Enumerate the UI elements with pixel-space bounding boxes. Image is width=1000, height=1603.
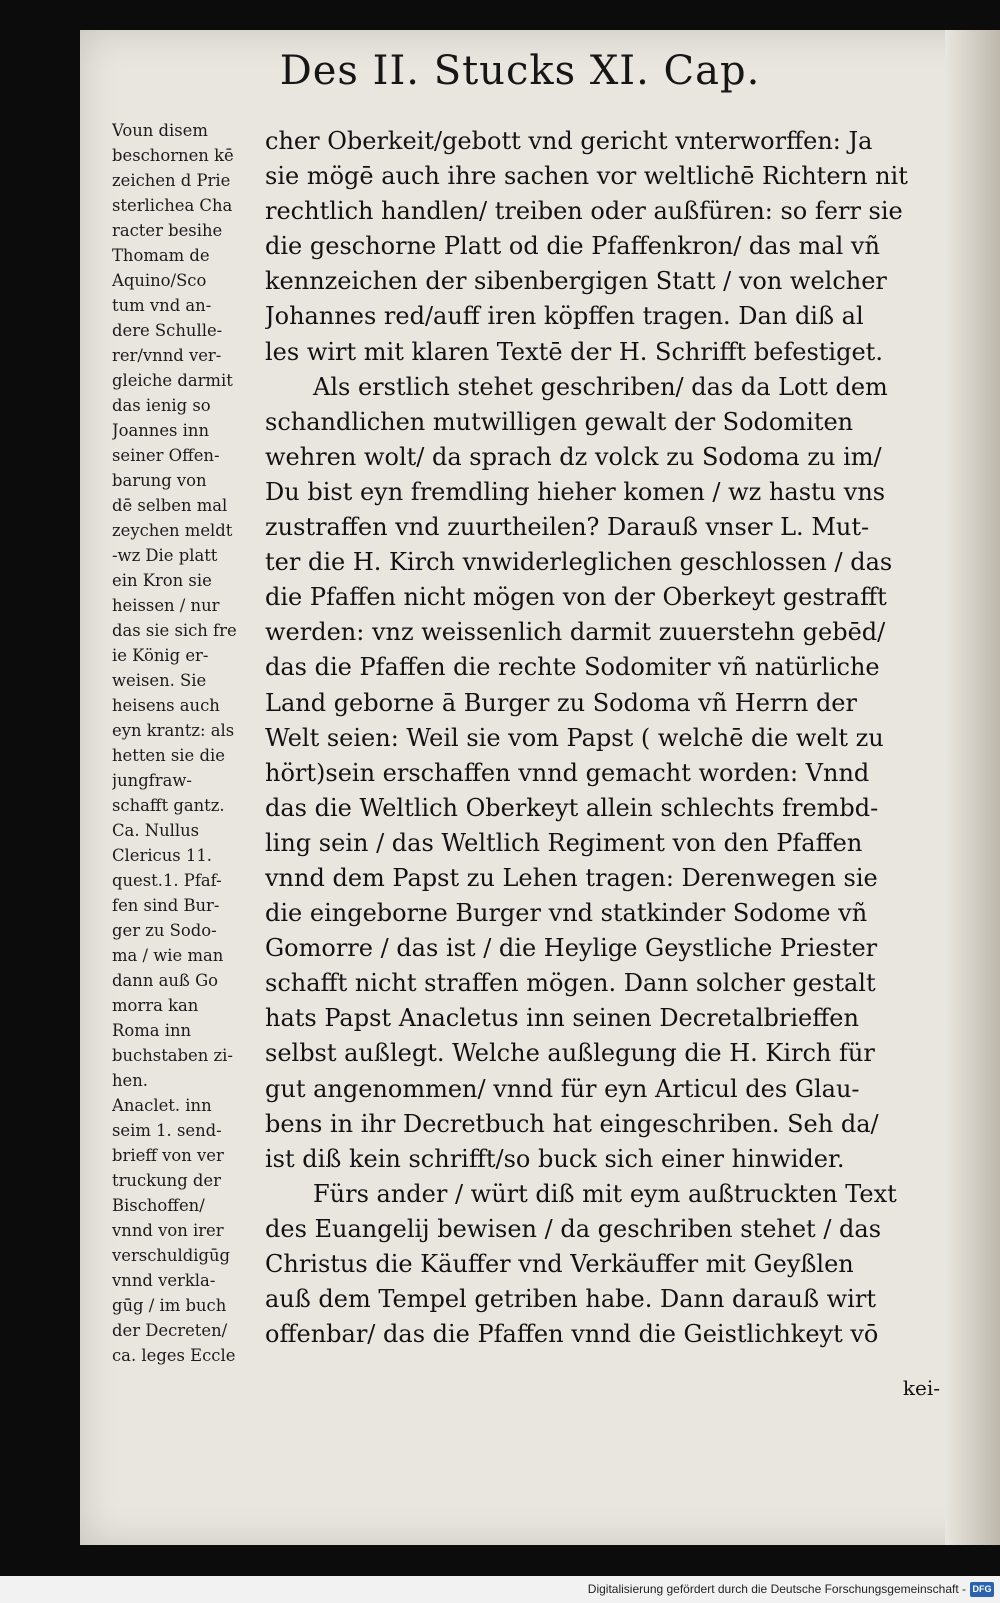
body-line: werden: vnz weissenlich darmit zuuerstehn gebēd/ — [265, 618, 886, 647]
body-line: das die Weltlich Oberkeyt allein schlechts frembd- — [265, 793, 879, 822]
margin-note-line: dē selben mal — [112, 496, 228, 515]
margin-note-line: zeichen d Prie — [112, 171, 231, 190]
margin-note-line: ger zu Sodo- — [112, 921, 217, 940]
dfg-logo: DFG — [970, 1582, 994, 1597]
margin-note-line: zeychen meldt — [112, 521, 233, 540]
margin-note-line: weisen. Sie — [112, 671, 207, 690]
margin-note-line: truckung der — [112, 1171, 221, 1190]
margin-note-line: -wz Die platt — [112, 546, 218, 565]
running-title: Des II. Stucks XI. Cap. — [279, 48, 761, 94]
margin-note-line: dere Schulle- — [112, 321, 223, 340]
funding-notice: Digitalisierung gefördert durch die Deutsche Forschungsgemeinschaft - — [587, 1582, 966, 1596]
body-line: die geschorne Platt od die Pfaffenkron/ das mal vñ — [265, 232, 880, 261]
margin-note-line: eyn krantz: als — [112, 721, 235, 740]
body-line: vnnd dem Papst zu Lehen tragen: Derenwegen sie — [265, 863, 878, 892]
margin-note-line: morra kan — [112, 996, 199, 1015]
body-line: die eingeborne Burger vnd statkinder Sodome vñ — [265, 899, 868, 928]
body-text — [265, 124, 945, 1352]
margin-note-line: Bischoffen/ — [112, 1196, 205, 1215]
margin-note-line: buchstaben zi- — [112, 1046, 233, 1065]
body-line: Welt seien: Weil sie vom Papst ( welchē die welt zu — [265, 723, 884, 752]
body-line: schafft nicht straffen mögen. Dann solcher gestalt — [265, 969, 876, 998]
body-line: les wirt mit klaren Textē der H. Schrifft befestiget. — [265, 337, 883, 366]
body-line: die Pfaffen nicht mögen von der Oberkeyt gestrafft — [265, 583, 887, 612]
margin-note-line: racter besihe — [112, 221, 223, 240]
margin-note-line: jungfraw- — [112, 771, 192, 790]
margin-note-line: das sie sich fre — [112, 621, 237, 640]
body-line: Land geborne ā Burger zu Sodoma vñ Herrn der — [265, 688, 857, 717]
margin-note-line: gūg / im buch — [112, 1296, 227, 1315]
body-line: selbst außlegt. Welche außlegung die H. Kirch für — [265, 1039, 875, 1068]
margin-note-line: Aquino/Sco — [112, 271, 207, 290]
footer-bar — [0, 1576, 1000, 1603]
margin-note-line: fen sind Bur- — [112, 896, 220, 915]
margin-note-line: Clericus 11. — [112, 846, 212, 865]
body-line: rechtlich handlen/ treiben oder außfüren: so ferr sie — [265, 197, 903, 226]
margin-note-line: verschuldigūg — [112, 1246, 231, 1265]
catchword: kei- — [902, 1376, 940, 1400]
body-line: Fürs ander / würt diß mit eym außtruckten Text — [313, 1179, 897, 1208]
margin-note-line: vnnd von irer — [112, 1221, 224, 1240]
margin-note-line: schafft gantz. — [112, 796, 225, 815]
body-line: kennzeichen der sibenbergigen Statt / von welcher — [265, 267, 887, 296]
margin-note-line: vnnd verkla- — [112, 1271, 216, 1290]
margin-note-line: Joannes inn — [112, 421, 209, 440]
margin-note-line: ein Kron sie — [112, 571, 212, 590]
margin-note-line: heisens auch — [112, 696, 220, 715]
margin-note-line: das ienig so — [112, 396, 211, 415]
body-line: cher Oberkeit/gebott vnd gericht vnterworffen: Ja — [265, 127, 873, 155]
margin-note-line: barung von — [112, 471, 207, 490]
margin-note-line: Ca. Nullus — [112, 821, 200, 840]
body-line: des Euangelij bewisen / da geschriben stehet / das — [265, 1214, 882, 1243]
margin-note-line: ca. leges Eccle — [112, 1346, 236, 1365]
body-line: Christus die Käuffer vnd Verkäuffer mit Geyßlen — [265, 1250, 854, 1278]
body-line: hats Papst Anacletus inn seinen Decretalbrieffen — [265, 1004, 859, 1033]
body-line: schandlichen mutwilligen gewalt der Sodomiten — [265, 407, 854, 436]
body-line: das die Pfaffen die rechte Sodomiter vñ natürliche — [265, 653, 880, 682]
margin-note-line: sterlichea Cha — [112, 196, 233, 215]
margin-note-line: ma / wie man — [112, 946, 224, 965]
margin-note-line: hetten sie die — [112, 746, 225, 765]
body-line: gut angenommen/ vnnd für eyn Articul des Glau- — [265, 1074, 860, 1103]
body-line: hört)sein erschaffen vnnd gemacht worden: Vnnd — [265, 758, 870, 787]
body-line: ling sein / das Weltlich Regiment von den Pfaffen — [265, 828, 863, 857]
body-line: auß dem Tempel getriben habe. Dann darauß wirt — [265, 1285, 876, 1314]
margin-note-line: quest.1. Pfaf- — [112, 871, 222, 890]
body-line: Du bist eyn fremdling hieher komen / wz hastu vns — [265, 477, 886, 506]
body-line: Als erstlich stehet geschriben/ das da Lott dem — [313, 372, 888, 401]
margin-note-line: brieff von ver — [112, 1146, 224, 1165]
margin-notes — [112, 118, 262, 1368]
body-line: Johannes red/auff iren köpffen tragen. Dan diß al — [265, 302, 864, 331]
body-line: sie mögē auch ihre sachen vor weltlichē Richtern nit — [265, 162, 908, 191]
margin-note-line: Roma inn — [112, 1021, 192, 1040]
margin-note-line: dann auß Go — [112, 971, 219, 990]
margin-note-line: hen. — [112, 1071, 149, 1090]
body-line: bens in ihr Decretbuch hat eingeschriben. Seh da/ — [265, 1109, 879, 1138]
body-line: ter die H. Kirch vnwiderleglichen geschlossen / das — [265, 548, 893, 577]
body-line: Gomorre / das ist / die Heylige Geystliche Priester — [265, 934, 878, 963]
margin-note-line: Voun disem — [112, 121, 208, 140]
margin-note-line: seiner Offen- — [112, 446, 220, 465]
margin-note-line: tum vnd an- — [112, 296, 212, 315]
margin-note-line: beschornen kē — [112, 146, 234, 165]
margin-note-line: seim 1. send- — [112, 1121, 222, 1140]
page-edge — [945, 30, 1000, 1545]
margin-note-line: der Decreten/ — [112, 1321, 228, 1340]
body-line: wehren wolt/ da sprach dz volck zu Sodoma zu im/ — [265, 442, 882, 471]
margin-note-line: rer/vnnd ver- — [112, 346, 222, 365]
margin-note-line: ie König er- — [112, 646, 209, 665]
body-line: zustraffen vnd zuurtheilen? Darauß vnser L. Mut- — [265, 513, 870, 542]
margin-note-line: heissen / nur — [112, 596, 220, 615]
margin-note-line: Thomam de — [112, 246, 210, 265]
margin-note-line: gleiche darmit — [112, 371, 233, 390]
margin-note-line: Anaclet. inn — [112, 1096, 212, 1115]
body-line: ist diß kein schrifft/so buck sich einer hinwider. — [265, 1144, 845, 1173]
body-line: offenbar/ das die Pfaffen vnnd die Geistlichkeyt vō — [265, 1320, 879, 1349]
